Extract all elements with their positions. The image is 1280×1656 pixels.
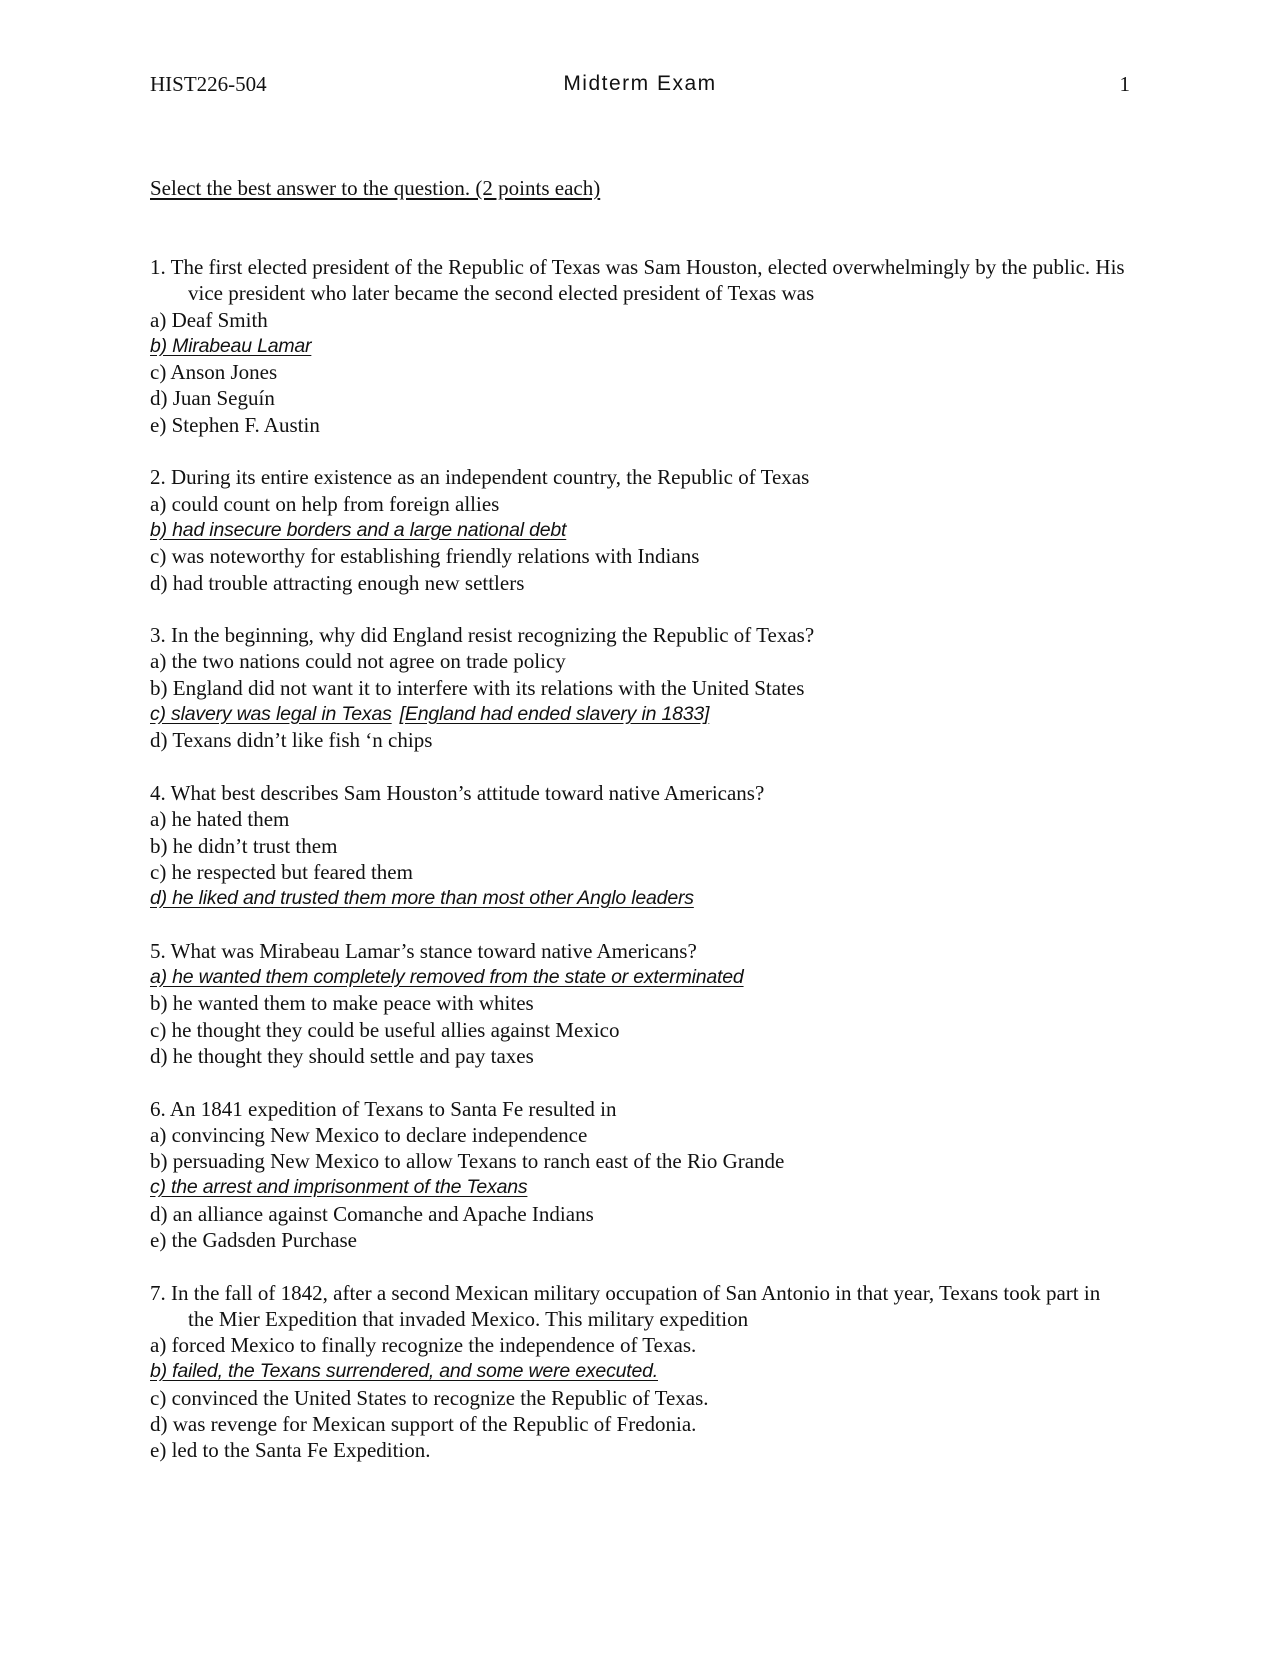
option-text: d) he thought they should settle and pay taxes [150,1043,534,1068]
option-text: a) the two nations could not agree on trade policy [150,649,566,674]
answer-option [150,359,1130,385]
page-header [150,72,1130,102]
correct-answer-option [150,333,1130,359]
answer-option [150,1122,1130,1148]
question-stem: 4. What best describes Sam Houston’s attitude toward native Americans? [150,780,765,805]
answer-option [150,1017,1130,1043]
answer-option [150,1201,1130,1227]
correct-answer-option [150,1174,1130,1200]
option-text: c) convinced the United States to recognize the Republic of Texas. [150,1385,709,1410]
answer-option [150,1227,1130,1253]
answer-option [150,570,1130,596]
answer-option [150,491,1130,517]
question-3 [150,622,1130,753]
answer-option [150,385,1130,411]
correct-answer-option [150,701,1130,727]
course-code: HIST226-504 [150,72,267,96]
answer-option [150,675,1130,701]
question-stem: 7. In the fall of 1842, after a second Mexican military occupation of San Antonio in that year, Texans took part in the Mier Expedition that invaded Mexico. This military expedition [150,1280,1101,1331]
answer-option [150,833,1130,859]
page-number: 1 [1119,72,1130,96]
answer-option [150,1148,1130,1174]
option-text: b) had insecure borders and a large national debt [150,518,567,541]
question-1 [150,254,1130,438]
answer-note: [England had ended slavery in 1833] [399,703,710,726]
question-5 [150,938,1130,1069]
answer-option [150,1411,1130,1437]
answer-option [150,1385,1130,1411]
option-text: d) Texans didn’t like fish ‘n chips [150,728,433,753]
option-text: c) he respected but feared them [150,859,413,884]
option-text: d) had trouble attracting enough new settlers [150,570,525,595]
option-text: a) forced Mexico to finally recognize the independence of Texas. [150,1333,697,1358]
correct-answer-option [150,885,1130,911]
question-6 [150,1096,1130,1254]
answer-option [150,727,1130,753]
option-text: b) England did not want it to interfere with its relations with the United States [150,675,805,700]
instructions: Select the best answer to the question. (2 points each) [150,176,601,200]
answer-option [150,990,1130,1016]
question-4 [150,780,1130,911]
option-text: e) Stephen F. Austin [150,412,320,437]
question-stem: 2. During its entire existence as an independent country, the Republic of Texas [150,465,810,490]
page-title: Midterm Exam [563,72,717,95]
option-text: c) he thought they could be useful allies against Mexico [150,1017,620,1042]
option-text: b) persuading New Mexico to allow Texans to ranch east of the Rio Grande [150,1149,785,1174]
question-stem: 6. An 1841 expedition of Texans to Santa Fe resulted in [150,1096,617,1121]
option-text: e) led to the Santa Fe Expedition. [150,1438,431,1463]
question-stem: 5. What was Mirabeau Lamar’s stance toward native Americans? [150,938,697,963]
answer-option [150,1043,1130,1069]
option-text: b) failed, the Texans surrendered, and some were executed. [150,1360,658,1383]
answer-option [150,412,1130,438]
question-stem: 1. The first elected president of the Republic of Texas was Sam Houston, elected overwhelmingly by the public. His vice president who later became the second elected president of Texas was [150,255,1125,306]
option-text: a) convincing New Mexico to declare independence [150,1122,588,1147]
question-stem: 3. In the beginning, why did England resist recognizing the Republic of Texas? [150,623,815,648]
question-2 [150,464,1130,595]
answer-option [150,307,1130,333]
option-text: a) Deaf Smith [150,307,268,332]
question-list [150,254,1130,1490]
option-text: a) he wanted them completely removed from the state or exterminated [150,966,744,989]
question-7 [150,1280,1130,1464]
option-text: b) he wanted them to make peace with whites [150,991,534,1016]
option-text: c) slavery was legal in Texas [150,703,392,726]
option-text: d) Juan Seguín [150,386,275,411]
correct-answer-option [150,964,1130,990]
option-text: d) was revenge for Mexican support of the Republic of Fredonia. [150,1412,697,1437]
answer-option [150,1437,1130,1463]
answer-option [150,859,1130,885]
option-text: c) was noteworthy for establishing friendly relations with Indians [150,544,700,569]
answer-option [150,543,1130,569]
option-text: a) he hated them [150,807,290,832]
answer-option [150,648,1130,674]
answer-option [150,806,1130,832]
option-text: d) an alliance against Comanche and Apache Indians [150,1201,594,1226]
option-text: c) Anson Jones [150,360,278,385]
option-text: d) he liked and trusted them more than most other Anglo leaders [150,887,694,910]
correct-answer-option [150,517,1130,543]
option-text: b) he didn’t trust them [150,833,338,858]
option-text: e) the Gadsden Purchase [150,1227,358,1252]
option-text: c) the arrest and imprisonment of the Texans [150,1176,528,1199]
correct-answer-option [150,1358,1130,1384]
option-text: b) Mirabeau Lamar [150,334,312,357]
answer-option [150,1332,1130,1358]
option-text: a) could count on help from foreign allies [150,491,500,516]
